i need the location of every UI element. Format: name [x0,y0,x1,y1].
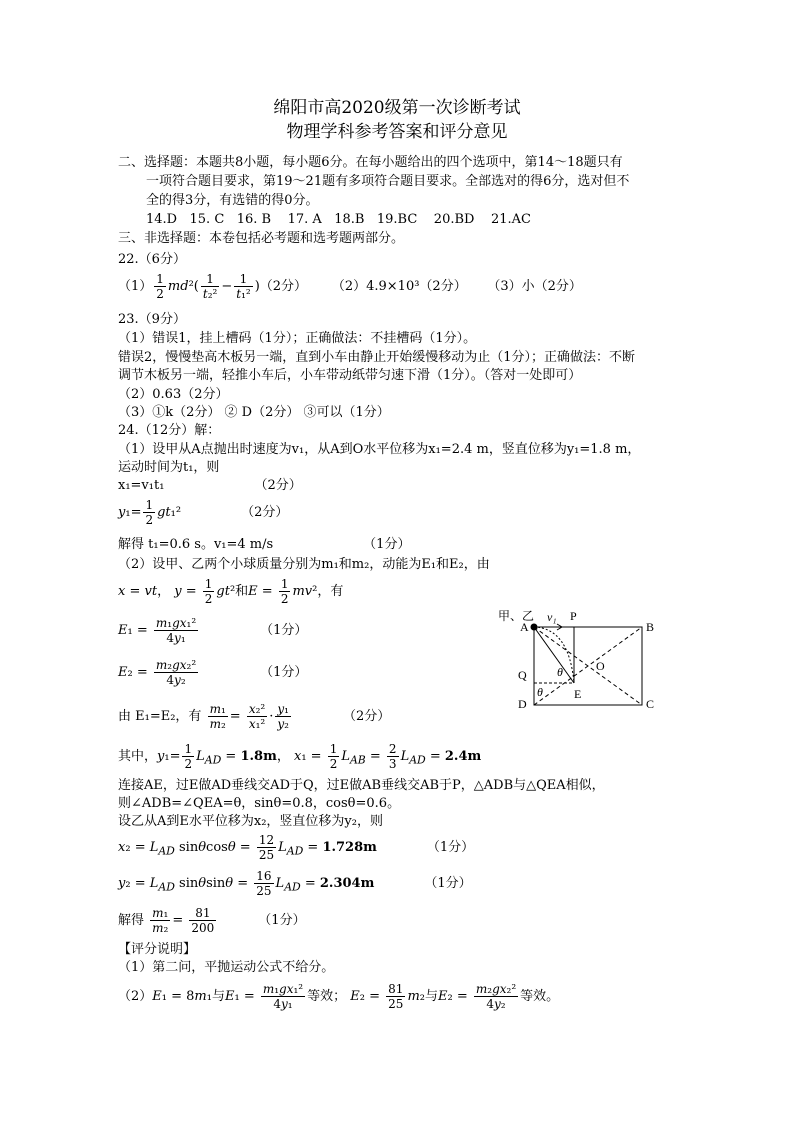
q24-line4: 连接AE，过E做AD垂线交AD于Q，过E做AB垂线交AB于P，△ADB与△QEA相似， [118,778,605,793]
q24-where: 其中，y₁= $\frac{1}{2}$ $L_{AD} = 1.8m$， x₁ = $\frac{1}{2}$ $L_{AB}$ = $\frac{2}{3}$ $L_{AD} = 2.4m$ [118,742,482,771]
label-P: P [570,609,577,623]
q24-kinematics: x = vt， y = $\frac{1}{2}$ gt²和E = $\frac{1}{2}$ mv²，有 [118,577,344,606]
q24-x2: $x_2 = L_{AD}$ sinθcosθ = $\frac{12}{25}$ $L_{AD} = 1.728m$ （1分） [118,833,475,862]
label-D: D [518,697,527,711]
title-line-1: 绵阳市高2020级第一次诊断考试 [273,98,521,118]
sec2-line1: 二、选择题：本题共8小题，每小题6分。在每小题给出的四个选项中，第14～18题只有 [118,155,623,170]
q22-answer: （1） $\frac{1}{2}$ md²( $\frac{1}{\text{t₂²}}$ − $\frac{1}{\text{t₁²}}$ )（2分） （2）4.9×10³（2分） （3）小（2分） [118,272,582,301]
sec2-line3: 全的得3分，有选错的得0分。 [146,193,319,208]
q24-line6: 设乙从A到E水平位移为x₂，竖直位移为y₂，则 [118,814,383,829]
label-Q: Q [518,668,527,682]
answer: 16. B [236,212,272,227]
q24-line1: （1）设甲从A点抛出时速度为v₁，从A到O水平位移为x₁=2.4 m，竖直位移为y₁=1.8 m， [118,442,641,457]
q24-eq2: y₁= $\frac{1}{2}$ gt₁² （2分） [118,498,289,527]
answer-list [146,212,531,228]
notes-heading: 【评分说明】 [118,942,197,957]
label-B: B [646,620,655,634]
label-theta-2: θ [537,685,543,699]
q24-line5: 则∠ADB=∠QEA=θ，sinθ=0.8，cosθ=0.6。 [118,796,401,811]
answer: 14.D [146,212,178,227]
sec2-line2: 一项符合题目要求，第19～21题有多项符合题目要求。全部选对的得6分，选对但不 [146,174,630,189]
label-A: A [520,620,529,634]
notes-1: （1）第二问，平抛运动公式不给分。 [118,960,335,975]
q24-eq1: x₁=v₁t₁ （2分） [118,478,302,493]
q23-line1: （1）错误1，挂上槽码（1分）；正确做法：不挂槽码（1分）。 [118,331,477,346]
notes-2: （2）E₁ = 8m₁与E₁ = $\frac{\text{m₁gx₁²}}{\text{4y₁}}$ 等效； E₂ = $\frac{81}{25}$ m₂与E₂ = $\frac{\text{m₂gx₂²}}{\text{4y₂}}$ 等效。 [118,982,560,1011]
q23-line3: 调节木板另一端，轻推小车后，小车带动纸带匀速下滑（1分）。（答对一处即可） [118,368,582,383]
answer: 15. C [189,212,225,227]
sec3-heading: 三、非选择题：本卷包括必考题和选考题两部分。 [118,231,405,246]
label-C: C [646,697,655,711]
answer: 18.B [334,212,365,227]
answer: 20.BD [433,212,475,227]
label-theta-1: θ [557,665,563,679]
q22-heading: 22.（6分） [118,252,186,267]
q23-heading: 23.（9分） [118,312,186,327]
answer: 19.BC [376,212,418,227]
q24-E1: E₁ = $\frac{\text{m₁gx₁²}}{\text{4y₁}}$ （1分） [118,616,308,645]
q23-line5: （3）①k（2分） ② D（2分） ③可以（1分） [118,405,390,420]
answer: 17. A [287,212,322,227]
q23-line2: 错误2，慢慢垫高木板另一端，直到小车由静止开始缓慢移动为止（1分）；正确做法：不断 [118,350,636,365]
label-v1: v₁ [547,610,557,624]
title-line-2: 物理学科参考答案和评分意见 [286,122,508,142]
q24-line3: （2）设甲、乙两个小球质量分别为m₁和m₂，动能为E₁和E₂，由 [118,557,490,572]
answer: 21.AC [490,212,531,227]
q24-sol2: 解得 $\frac{\text{m₁}}{\text{m₂}}$ = $\frac{81}{200}$ （1分） [118,906,306,935]
q24-E2: E₂ = $\frac{\text{m₂gx₂²}}{\text{4y₂}}$ （1分） [118,658,308,687]
label-O: O [596,659,605,673]
q24-line2: 运动时间为t₁，则 [118,460,220,475]
q24-ratio: 由 E₁=E₂，有 $\frac{\text{m₁}}{\text{m₂}}$ = $\frac{\text{x₂²}}{\text{x₁²}}$ · $\frac{\text{y₁}}{\text{y₂}}$ （2分） [118,702,391,731]
label-E: E [574,687,582,701]
label-jiayi: 甲、乙 [498,609,535,623]
q24-sol1: 解得 t₁=0.6 s。v₁=4 m/s （1分） [118,537,411,552]
q24-heading: 24.（12分）解： [118,423,221,438]
q24-y2: $y_2 = L_{AD}$ sinθsinθ = $\frac{16}{25}$ $L_{AD} = 2.304m$ （1分） [118,869,472,898]
q23-line4: （2）0.63（2分） [118,387,229,402]
projectile-diagram [494,606,664,716]
